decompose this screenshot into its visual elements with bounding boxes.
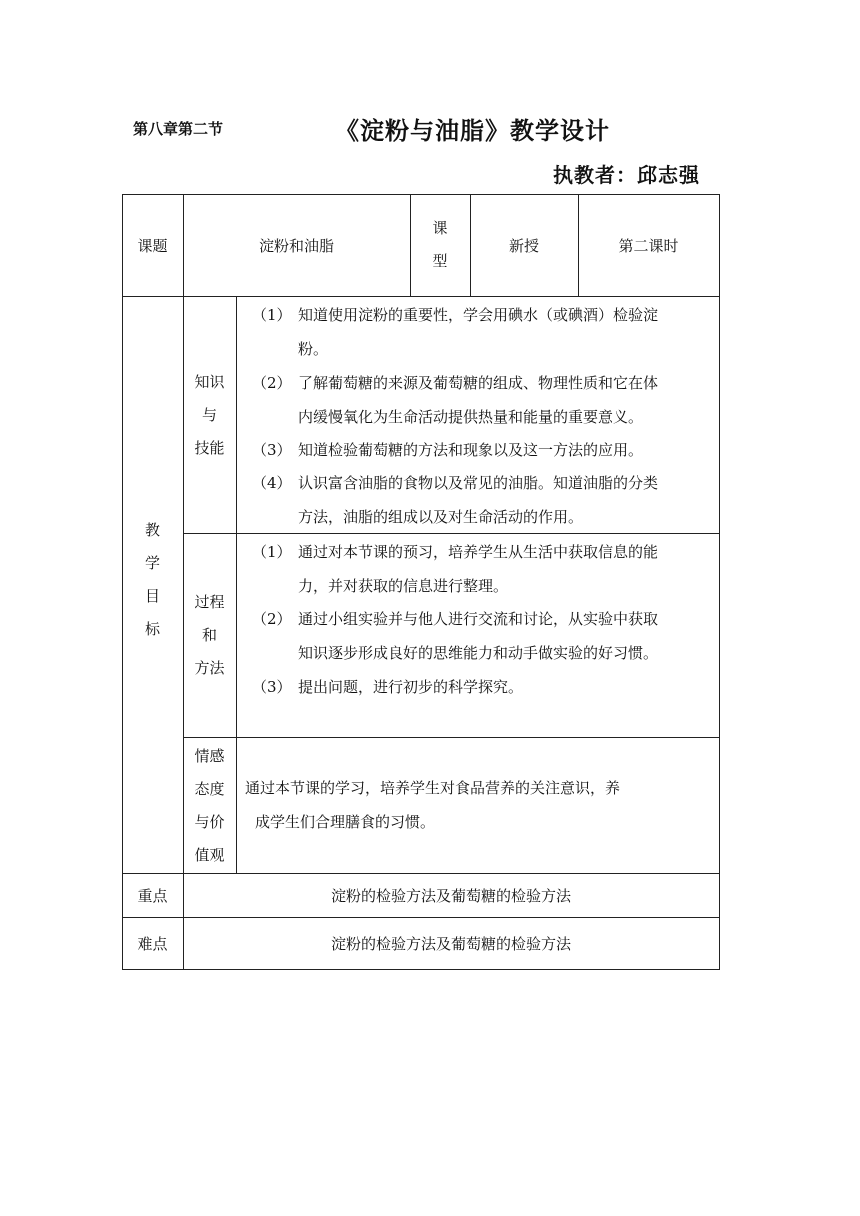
type-value: 新授: [508, 236, 539, 255]
item-text: 通过小组实验并与他人进行交流和讨论，从实验中获取: [298, 610, 659, 628]
item-number: （1）: [252, 543, 292, 561]
author-name: 邱志强: [637, 163, 700, 187]
class-period: 第二课时: [618, 236, 679, 255]
label-part: 与: [201, 405, 217, 424]
difficulty-value: 淀粉的检验方法及葡萄糖的检验方法: [330, 935, 571, 953]
item-number: （1）: [252, 306, 292, 324]
item-text: 认识富含油脂的食物以及常见的油脂。知道油脂的分类: [298, 474, 659, 492]
objective-item: [252, 466, 718, 534]
teaching-goals-label: [122, 500, 183, 660]
key-point-value: 淀粉的检验方法及葡萄糖的检验方法: [330, 887, 571, 905]
label-part: 过程: [194, 592, 225, 611]
label-part: 方法: [194, 658, 225, 677]
topic-value: 淀粉和油脂: [258, 236, 334, 255]
author-label: 执教者：: [553, 163, 637, 187]
process-methods-label: [183, 585, 236, 685]
type-label-char: 课: [432, 219, 448, 237]
item-number: （4）: [252, 474, 292, 492]
item-text: 知道使用淀粉的重要性，学会用碘水（或碘酒）检验淀: [298, 306, 659, 324]
item-number: （3）: [252, 678, 292, 696]
table-border-right: [719, 194, 720, 970]
label-part: 态度: [194, 779, 225, 798]
item-number: （3）: [252, 441, 292, 459]
table-rule: [183, 737, 719, 738]
item-text: 知道检验葡萄糖的方法和现象以及这一方法的应用。: [298, 441, 644, 459]
goals-label-char: 教: [144, 521, 160, 539]
emotion-text: [245, 771, 715, 839]
topic-label: 课题: [137, 236, 168, 255]
item-text: 了解葡萄糖的来源及葡萄糖的组成、物理性质和它在体: [298, 374, 659, 392]
table-rule: [122, 296, 719, 297]
paragraph-line: 成学生们合理膳食的习惯。: [255, 813, 436, 831]
label-part: 与价: [194, 812, 225, 831]
type-label-char: 型: [432, 252, 448, 270]
paragraph-line: 通过本节课的学习，培养学生对食品营养的关注意识，养: [245, 779, 621, 797]
label-part: 值观: [194, 845, 225, 864]
item-text: 通过对本节课的预习，培养学生从生活中获取信息的能: [298, 543, 659, 561]
label-part: 和: [201, 625, 217, 644]
label-part: 知识: [194, 372, 225, 391]
label-part: 技能: [194, 438, 225, 457]
key-point-label: 重点: [137, 887, 168, 905]
chapter-label: 第八章第二节: [133, 120, 224, 138]
objective-item: [252, 298, 718, 366]
emotion-values-label: [183, 738, 236, 873]
knowledge-skills-label: [183, 365, 236, 465]
goals-label-char: 学: [144, 554, 160, 572]
item-number: （2）: [252, 610, 292, 628]
item-number: （2）: [252, 374, 292, 392]
type-label: [410, 194, 470, 296]
objective-item: [252, 366, 718, 434]
objective-item: [252, 670, 718, 704]
objective-item: [252, 602, 718, 670]
goals-label-char: 目: [144, 587, 160, 605]
objective-item: [252, 433, 718, 467]
table-border-bottom: [122, 969, 719, 970]
label-part: 情感: [194, 746, 225, 765]
goals-label-char: 标: [144, 620, 160, 638]
page-title: 《淀粉与油脂》教学设计: [335, 116, 610, 145]
item-text: 方法，油脂的组成以及对生命活动的作用。: [298, 508, 584, 526]
item-text: 粉。: [298, 340, 329, 358]
difficulty-label: 难点: [137, 935, 168, 953]
item-text: 提出问题，进行初步的科学探究。: [298, 678, 524, 696]
item-text: 内缓慢氧化为生命活动提供热量和能量的重要意义。: [298, 408, 644, 426]
item-text: 知识逐步形成良好的思维能力和动手做实验的好习惯。: [298, 644, 659, 662]
table-rule: [236, 296, 237, 874]
objective-item: [252, 535, 718, 603]
author-line: [553, 159, 700, 188]
item-text: 力，并对获取的信息进行整理。: [298, 577, 509, 595]
